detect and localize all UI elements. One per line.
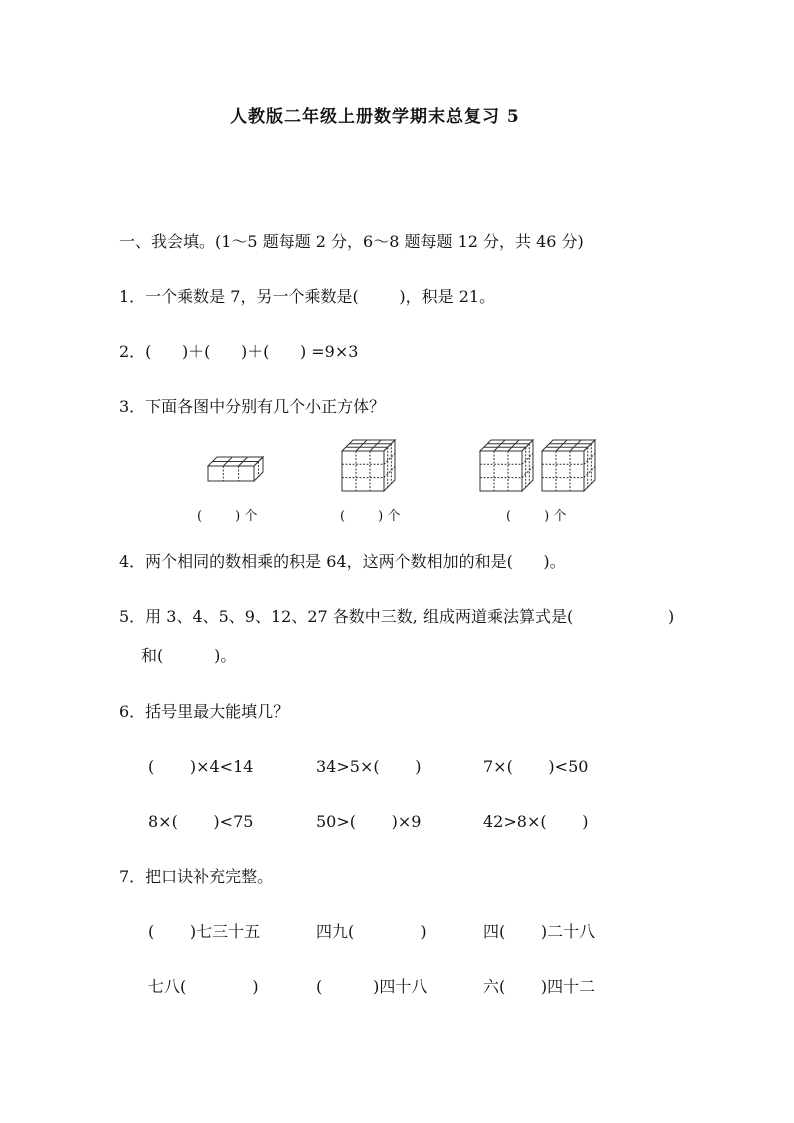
question-4: 4．两个相同的数相乘的积是 64，这两个数相加的和是( )。 [119,552,566,571]
question-6: 6．括号里最大能填几？ [119,702,290,721]
page-title: 人教版二年级上册数学期末总复习 5 [230,107,520,127]
question-1: 1．一个乘数是 7，另一个乘数是( )，积是 21。 [119,287,496,306]
q7-item: 七八( ) [148,977,259,996]
question-3: 3．下面各图中分别有几个小正方体？ [119,397,386,416]
q7-item: ( )七三十五 [148,922,261,941]
q6-item: 42>8×( ) [483,812,589,831]
answer-blank-2[interactable]: ( ) 个 [340,509,401,524]
question-5-line-1: 5．用 3、4、5、9、12、27 各数中三数, 组成两道乘法算式是( [119,607,574,626]
question-7: 7．把口诀补充完整。 [119,867,274,886]
q6-item: 50>( )×9 [316,812,422,831]
q7-item: ( )四十八 [316,977,428,996]
question-5-close-paren: ) [668,607,675,626]
q7-item: 六( )四十二 [483,977,596,996]
question-5-line-2: 和( )。 [141,646,237,665]
answer-blank-3[interactable]: ( ) 个 [506,509,567,524]
cube-figure-2 [340,438,398,494]
q6-item: ( )×4<14 [148,757,254,776]
cube-figure-3b [540,438,598,494]
answer-blank-1[interactable]: ( ) 个 [197,509,258,524]
section-heading: 一、我会填。(1～5 题每题 2 分，6～8 题每题 12 分，共 46 分) [119,232,584,251]
q7-item: 四( )二十八 [483,922,596,941]
q7-item: 四九( ) [316,922,427,941]
question-2: 2．( )＋( )＋( ) =9×3 [119,342,359,361]
cube-figure-3a [478,438,536,494]
cube-figure-1 [206,448,268,484]
q6-item: 8×( )<75 [148,812,254,831]
q6-item: 7×( )<50 [483,757,589,776]
q6-item: 34>5×( ) [316,757,422,776]
